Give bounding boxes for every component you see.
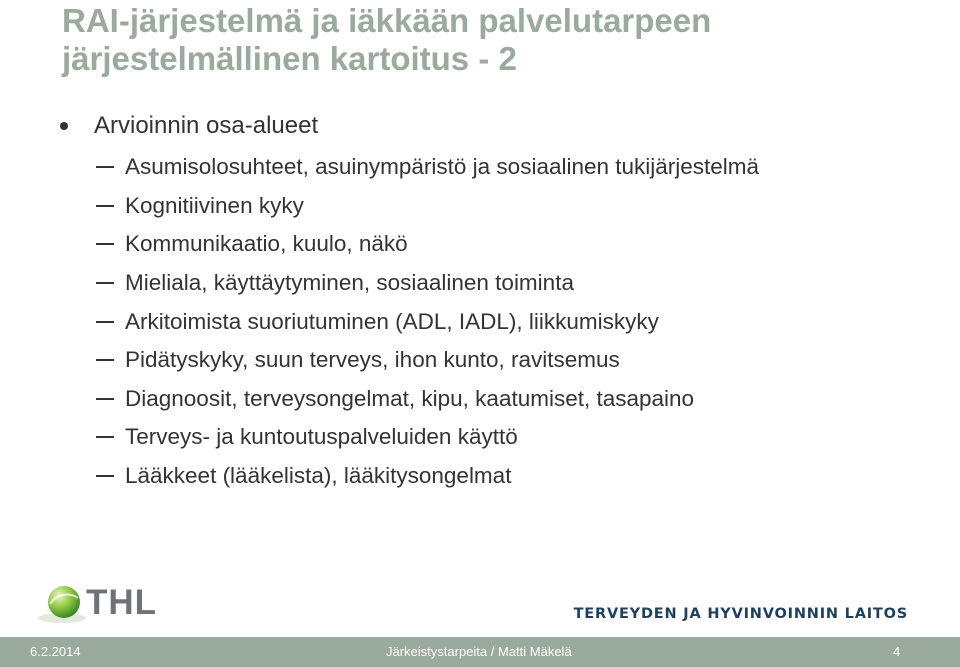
dash-icon xyxy=(96,205,114,207)
sub-bullet-item xyxy=(96,302,759,341)
sub-bullet-item xyxy=(96,187,759,226)
bullet-dot-icon xyxy=(60,122,68,130)
dash-icon xyxy=(96,321,114,323)
sub-bullet-item xyxy=(96,148,759,187)
sub-bullet-item xyxy=(96,264,759,303)
sub-bullet-text: Asumisolosuhteet, asuinympäristö ja sosiaalinen tukijärjestelmä xyxy=(125,154,760,180)
dash-icon xyxy=(96,475,114,477)
dash-icon xyxy=(96,166,114,168)
sub-bullet-text: Kognitiivinen kyky xyxy=(125,192,304,218)
dash-icon xyxy=(96,398,114,400)
sub-bullet-text: Mieliala, käyttäytyminen, sosiaalinen toiminta xyxy=(125,270,574,296)
slide-title: RAI-järjestelmä ja iäkkään palvelutarpeen järjestelmällinen kartoitus - 2 xyxy=(62,2,712,77)
dash-icon xyxy=(96,243,114,245)
sub-bullet-item xyxy=(96,225,759,264)
dash-icon xyxy=(96,359,114,361)
sub-bullet-text: Pidätyskyky, suun terveys, ihon kunto, ravitsemus xyxy=(125,347,620,373)
bullet-text: Arvioinnin osa-alueet xyxy=(94,112,319,139)
sub-bullet-text: Diagnoosit, terveysongelmat, kipu, kaatumiset, tasapaino xyxy=(125,385,695,411)
bullet-item xyxy=(60,110,318,142)
page-number: 4 xyxy=(893,644,901,659)
sub-bullet-list xyxy=(96,148,759,495)
footer-date: 6.2.2014 xyxy=(30,644,81,659)
sub-bullet-text: Kommunikaatio, kuulo, näkö xyxy=(125,231,408,257)
sub-bullet-text: Arkitoimista suoriutuminen (ADL, IADL), liikkumiskyky xyxy=(125,308,659,334)
sub-bullet-item xyxy=(96,418,759,457)
organization-name: TERVEYDEN JA HYVINVOINNIN LAITOS xyxy=(573,606,908,622)
dash-icon xyxy=(96,436,114,438)
footer-presenter: Järkeistystarpeita / Matti Mäkelä xyxy=(386,644,572,659)
sub-bullet-item xyxy=(96,341,759,380)
sub-bullet-item xyxy=(96,457,759,496)
sub-bullet-item xyxy=(96,380,759,419)
sub-bullet-text: Lääkkeet (lääkelista), lääkitysongelmat xyxy=(125,463,512,489)
sub-bullet-text: Terveys- ja kuntoutuspalveluiden käyttö xyxy=(125,424,518,450)
thl-logo-text: THL xyxy=(86,583,158,622)
dash-icon xyxy=(96,282,114,284)
